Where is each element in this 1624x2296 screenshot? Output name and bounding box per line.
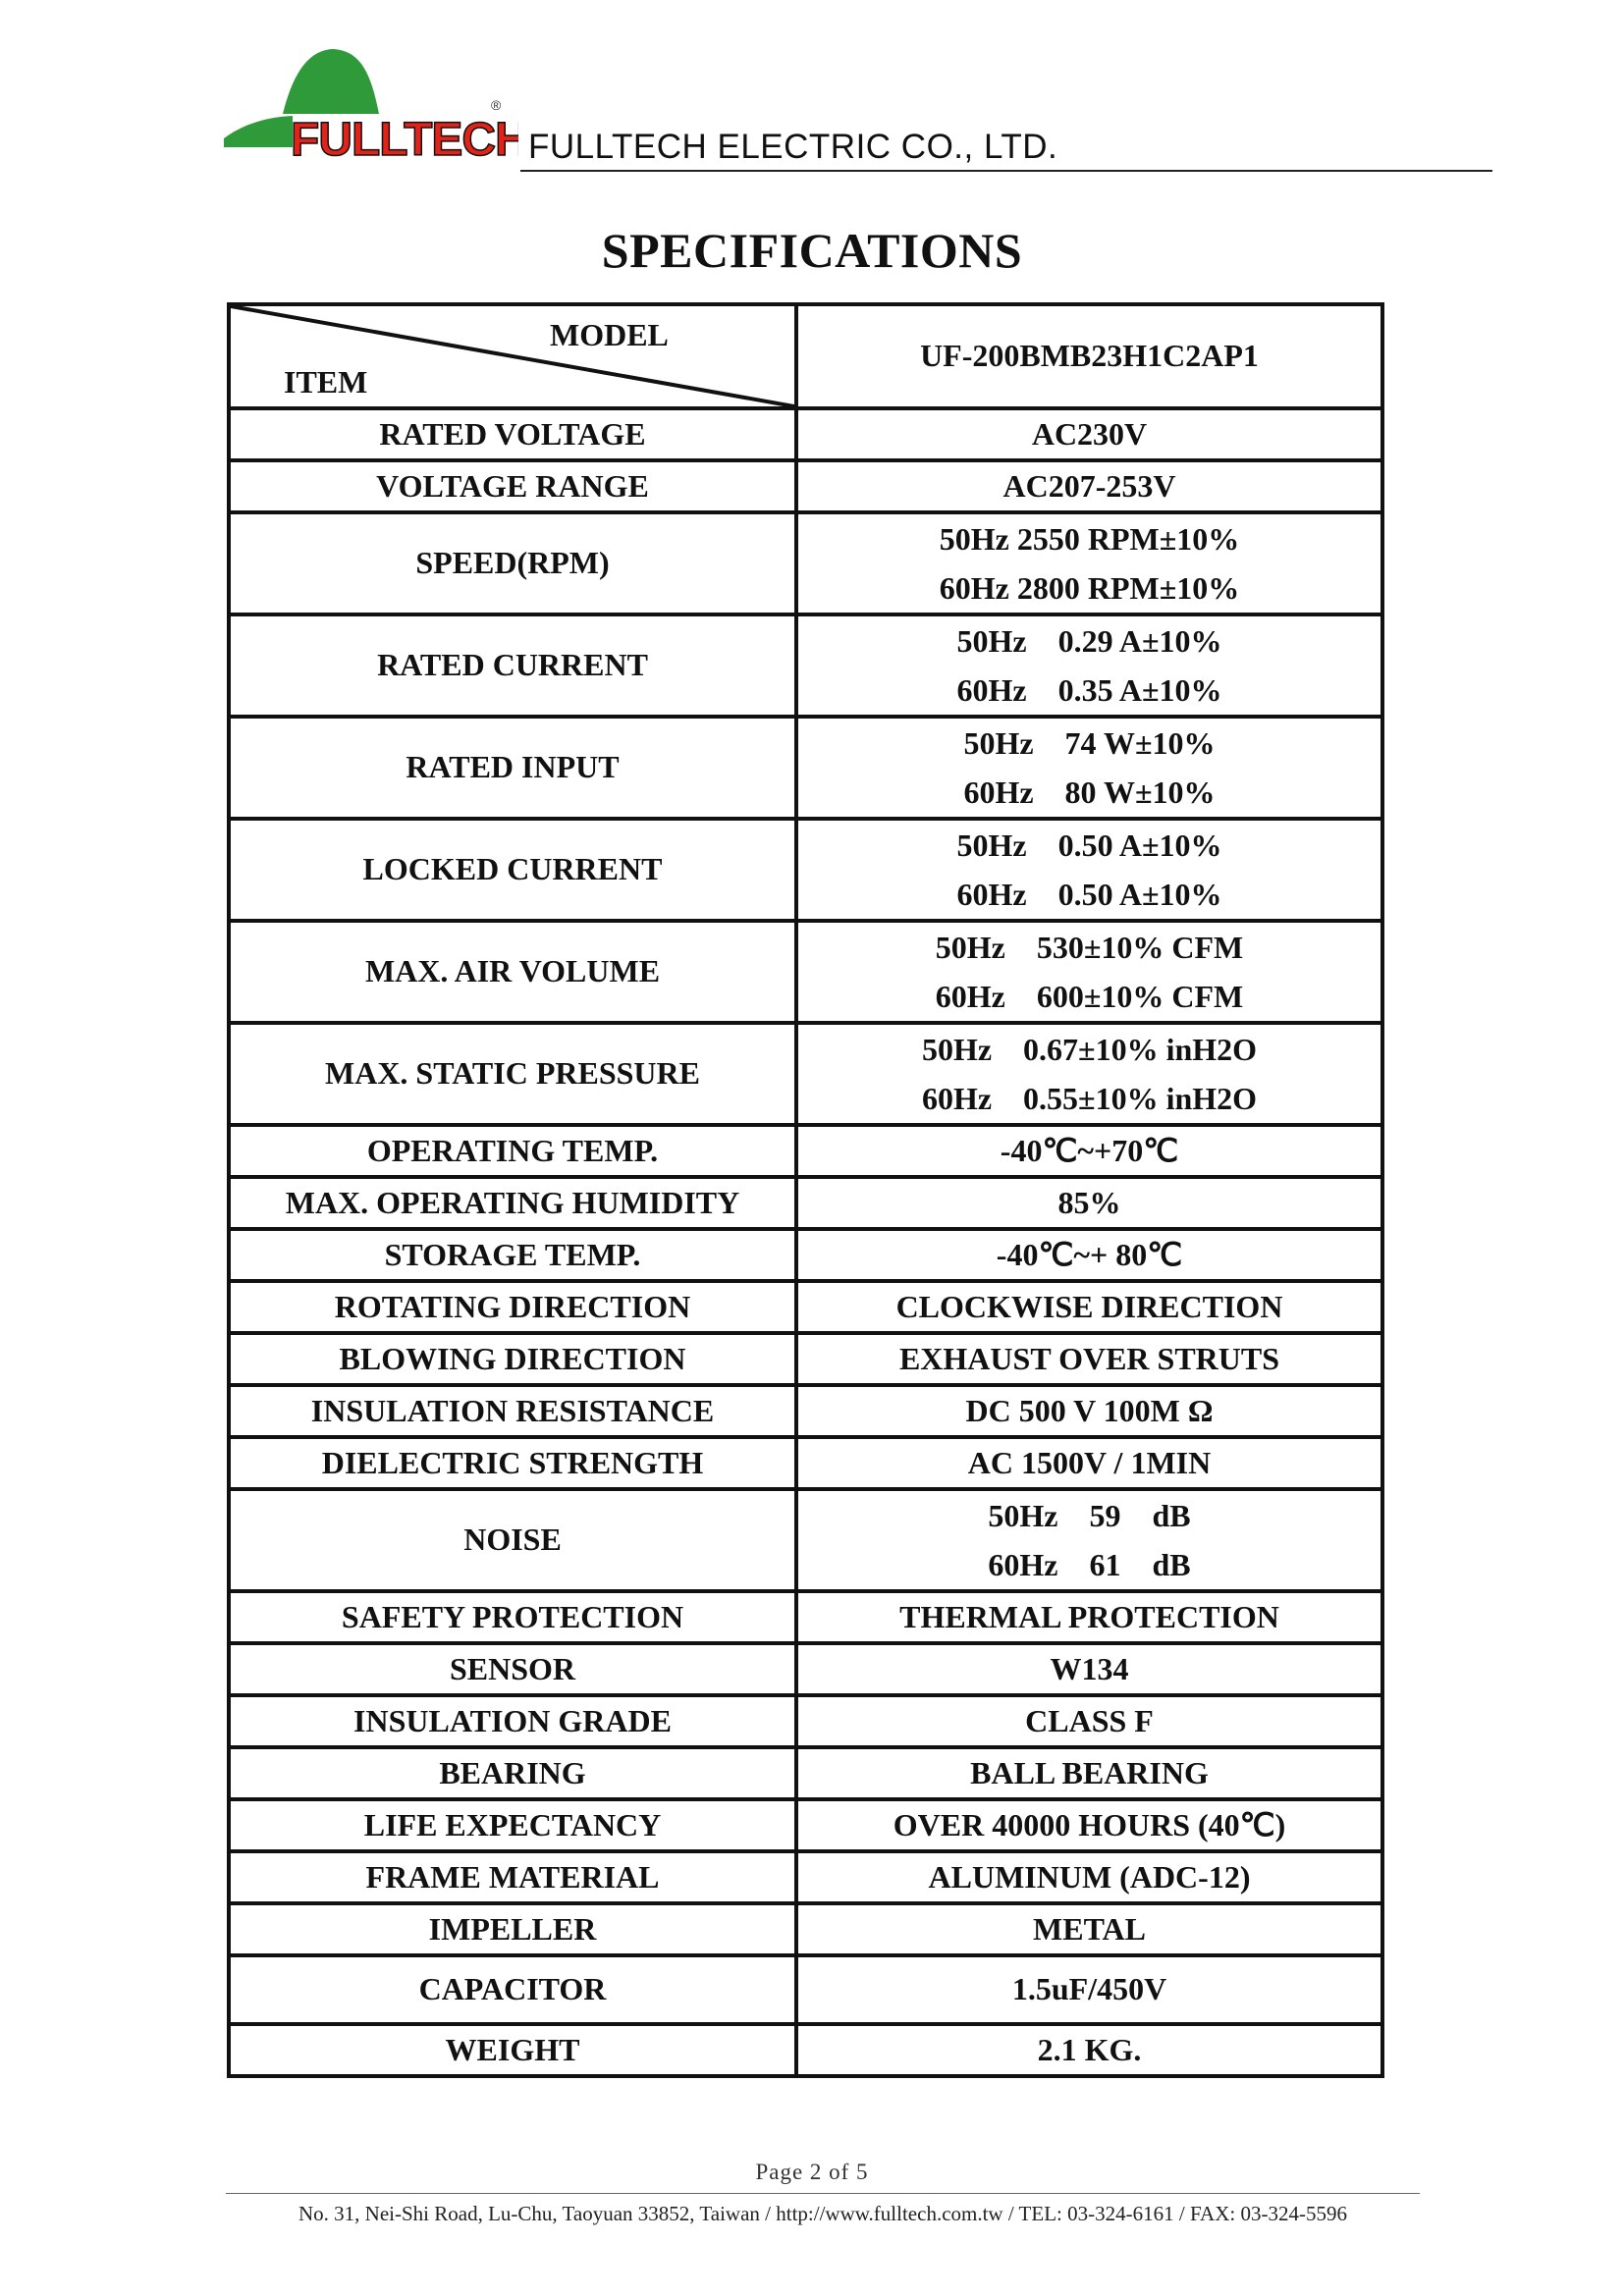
spec-value-line: W134: [1050, 1650, 1129, 1686]
spec-item-label: SPEED(RPM): [229, 512, 796, 614]
specifications-table: [227, 302, 1384, 2078]
spec-value-cell: [796, 1851, 1382, 1903]
spec-item-label: VOLTAGE RANGE: [229, 460, 796, 512]
table-row: [229, 1281, 1382, 1333]
table-row: [229, 1229, 1382, 1281]
table-row: [229, 1799, 1382, 1851]
spec-value-cell: [796, 1489, 1382, 1591]
spec-value-line: 50Hz 74 W±10%: [963, 725, 1216, 761]
spec-value-line: 60Hz 600±10% CFM: [935, 979, 1244, 1014]
spec-item-label: MAX. STATIC PRESSURE: [229, 1023, 796, 1125]
spec-value-line: 50Hz 59 dB: [988, 1498, 1191, 1533]
spec-value-cell: [796, 1747, 1382, 1799]
spec-item-label: NOISE: [229, 1489, 796, 1591]
footer-address: No. 31, Nei-Shi Road, Lu-Chu, Taoyuan 33852, Taiwan / http://www.fulltech.com.tw / TEL: 03-324-6161 / FAX: 03-324-5596: [298, 2202, 1347, 2225]
spec-value-line: 60Hz 2800 RPM±10%: [939, 570, 1240, 606]
spec-item-label: FRAME MATERIAL: [229, 1851, 796, 1903]
page-indicator: Page 2 of 5: [755, 2160, 869, 2184]
spec-value-line: 50Hz 2550 RPM±10%: [939, 521, 1240, 557]
spec-value-cell: [796, 1643, 1382, 1695]
spec-value-line: 60Hz 80 W±10%: [963, 774, 1216, 810]
table-row: [229, 1955, 1382, 2024]
spec-value-cell: [796, 819, 1382, 921]
table-row: [229, 1125, 1382, 1177]
spec-value-line: ALUMINUM (ADC-12): [928, 1858, 1251, 1895]
table-row: [229, 512, 1382, 614]
table-row: [229, 1023, 1382, 1125]
table-row: [229, 1903, 1382, 1955]
corner-item-label: ITEM: [284, 364, 368, 400]
table-row: [229, 614, 1382, 717]
footer-divider: [226, 2193, 1420, 2194]
spec-value-line: METAL: [1033, 1910, 1146, 1947]
spec-item-label: DIELECTRIC STRENGTH: [229, 1437, 796, 1489]
spec-item-label: INSULATION GRADE: [229, 1695, 796, 1747]
registered-mark: ®: [491, 97, 502, 113]
spec-value-cell: [796, 1955, 1382, 2024]
spec-value-cell: [796, 1023, 1382, 1125]
spec-value-line: 60Hz 0.55±10% inH2O: [921, 1081, 1258, 1116]
spec-value-line: AC207-253V: [1002, 467, 1176, 504]
spec-value-cell: [796, 2024, 1382, 2076]
spec-value-line: 50Hz 0.50 A±10%: [956, 828, 1222, 863]
spec-value-cell: [796, 1437, 1382, 1489]
spec-item-label: STORAGE TEMP.: [229, 1229, 796, 1281]
corner-model-label: MODEL: [550, 317, 669, 352]
spec-value-line: 50Hz 530±10% CFM: [935, 930, 1244, 965]
spec-value-line: DC 500 V 100M Ω: [965, 1392, 1214, 1428]
spec-value-line: AC230V: [1031, 415, 1148, 452]
table-row: [229, 2024, 1382, 2076]
model-value-cell: UF-200BMB23H1C2AP1: [796, 304, 1382, 408]
spec-value-cell: [796, 1591, 1382, 1643]
spec-item-label: CAPACITOR: [229, 1955, 796, 2024]
spec-value-line: CLOCKWISE DIRECTION: [895, 1288, 1283, 1324]
spec-value-cell: [796, 1281, 1382, 1333]
spec-value-line: 50Hz 0.29 A±10%: [956, 623, 1222, 659]
spec-value-cell: [796, 460, 1382, 512]
table-row: [229, 921, 1382, 1023]
spec-item-label: MAX. OPERATING HUMIDITY: [229, 1177, 796, 1229]
spec-value-cell: [796, 1799, 1382, 1851]
spec-value-line: 1.5uF/450V: [1011, 1971, 1167, 2007]
spec-item-label: SENSOR: [229, 1643, 796, 1695]
spec-item-label: RATED CURRENT: [229, 614, 796, 717]
spec-value-cell: [796, 1333, 1382, 1385]
spec-item-label: INSULATION RESISTANCE: [229, 1385, 796, 1437]
spec-value-line: AC 1500V / 1MIN: [967, 1444, 1212, 1480]
spec-value-cell: [796, 1695, 1382, 1747]
page-title: SPECIFICATIONS: [601, 223, 1023, 278]
spec-value-cell: [796, 408, 1382, 460]
spec-value-line: -40℃~+ 80℃: [996, 1236, 1183, 1272]
spec-item-label: BLOWING DIRECTION: [229, 1333, 796, 1385]
spec-value-line: EXHAUST OVER STRUTS: [898, 1340, 1280, 1376]
spec-item-label: IMPELLER: [229, 1903, 796, 1955]
table-row: [229, 1591, 1382, 1643]
spec-value-line: OVER 40000 HOURS (40℃): [893, 1806, 1286, 1842]
spec-value-cell: [796, 1903, 1382, 1955]
spec-item-label: WEIGHT: [229, 2024, 796, 2076]
spec-value-line: THERMAL PROTECTION: [899, 1598, 1279, 1634]
spec-value-line: 2.1 KG.: [1037, 2031, 1142, 2067]
spec-item-label: MAX. AIR VOLUME: [229, 921, 796, 1023]
table-header-row: [229, 304, 1382, 408]
header-divider: [520, 170, 1492, 172]
spec-item-label: LIFE EXPECTANCY: [229, 1799, 796, 1851]
spec-item-label: RATED INPUT: [229, 717, 796, 819]
spec-value-line: 60Hz 61 dB: [988, 1547, 1191, 1582]
spec-value-cell: [796, 1229, 1382, 1281]
table-row: [229, 1695, 1382, 1747]
table-row: [229, 1851, 1382, 1903]
logo-wordmark: FULLTECH: [291, 114, 518, 166]
spec-item-label: BEARING: [229, 1747, 796, 1799]
table-row: [229, 1385, 1382, 1437]
table-row: [229, 1489, 1382, 1591]
table-row: [229, 460, 1382, 512]
fulltech-logo: [224, 45, 518, 173]
spec-item-label: OPERATING TEMP.: [229, 1125, 796, 1177]
spec-item-label: ROTATING DIRECTION: [229, 1281, 796, 1333]
spec-value-cell: [796, 717, 1382, 819]
spec-value-cell: [796, 921, 1382, 1023]
company-name: FULLTECH ELECTRIC CO., LTD.: [528, 128, 1058, 166]
spec-item-label: SAFETY PROTECTION: [229, 1591, 796, 1643]
spec-value-line: 85%: [1057, 1184, 1121, 1220]
spec-value-line: 60Hz 0.50 A±10%: [956, 877, 1222, 912]
spec-item-label: LOCKED CURRENT: [229, 819, 796, 921]
table-row: [229, 819, 1382, 921]
spec-value-cell: [796, 1385, 1382, 1437]
spec-value-line: 60Hz 0.35 A±10%: [956, 672, 1222, 708]
spec-value-line: -40℃~+70℃: [1000, 1132, 1179, 1168]
spec-value-cell: [796, 614, 1382, 717]
table-row: [229, 1747, 1382, 1799]
table-row: [229, 1333, 1382, 1385]
corner-header-cell: [229, 304, 796, 408]
spec-value-cell: [796, 1125, 1382, 1177]
spec-item-label: RATED VOLTAGE: [229, 408, 796, 460]
table-row: [229, 1643, 1382, 1695]
table-row: [229, 408, 1382, 460]
spec-value-line: 50Hz 0.67±10% inH2O: [921, 1032, 1258, 1067]
table-row: [229, 717, 1382, 819]
spec-value-cell: [796, 1177, 1382, 1229]
table-row: [229, 1177, 1382, 1229]
spec-value-cell: [796, 512, 1382, 614]
spec-value-line: BALL BEARING: [970, 1754, 1209, 1790]
table-row: [229, 1437, 1382, 1489]
spec-value-line: CLASS F: [1025, 1702, 1154, 1738]
